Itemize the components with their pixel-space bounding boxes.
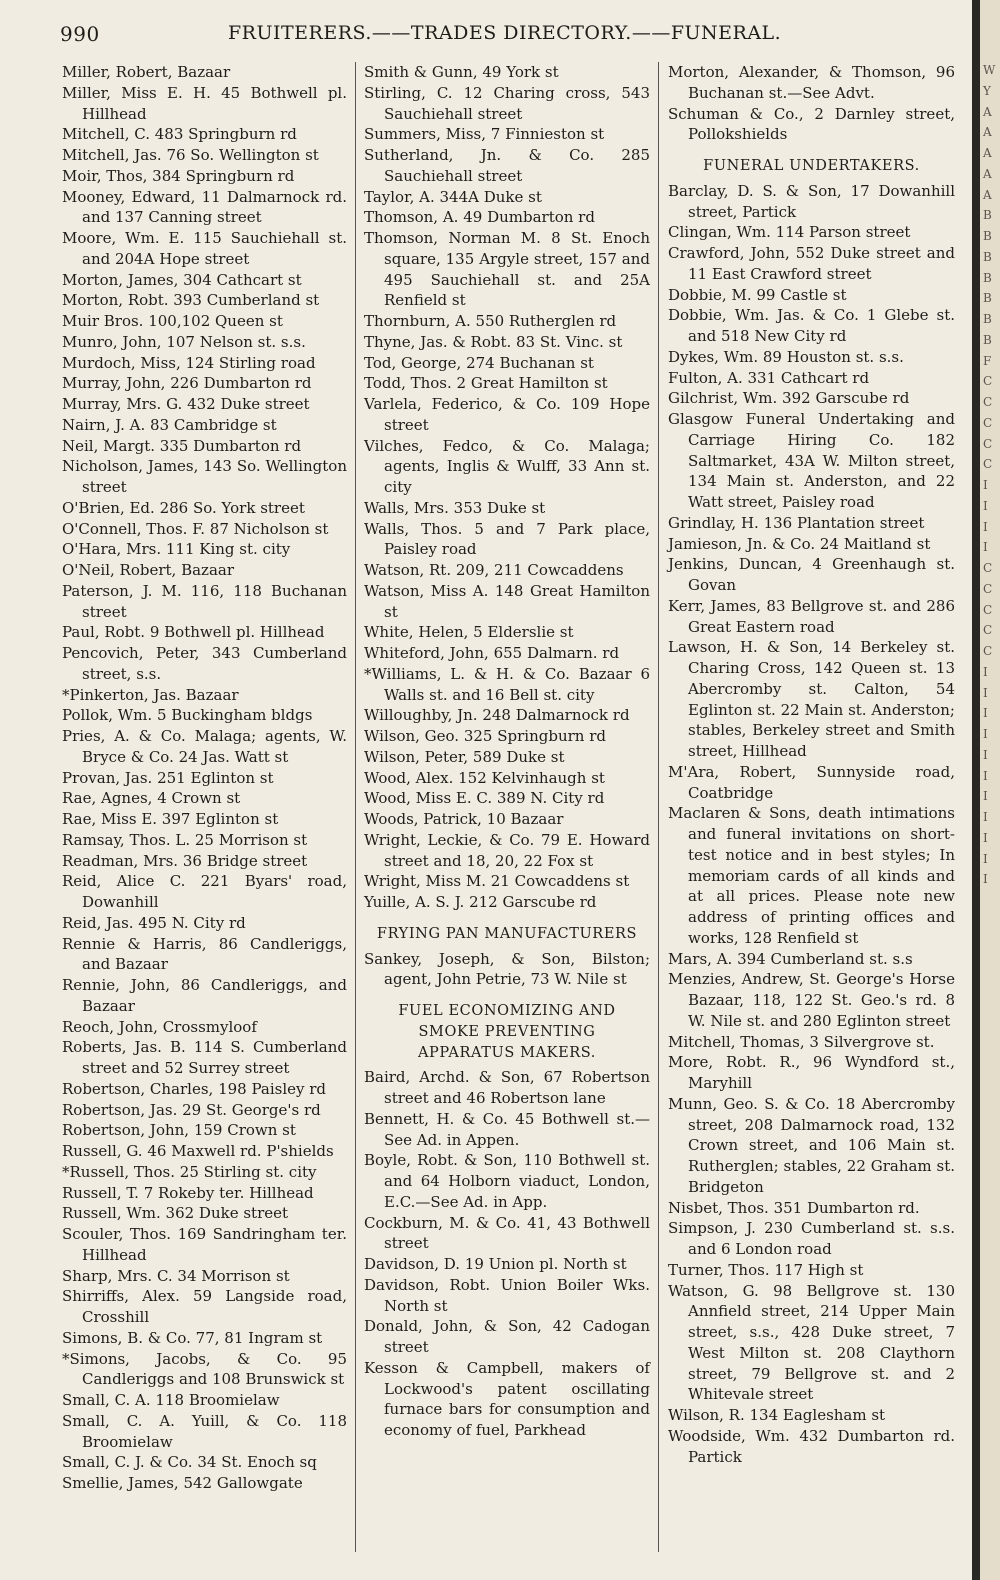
- margin-fragment: B: [983, 332, 992, 347]
- directory-entry: Wood, Alex. 152 Kelvinhaugh st: [364, 768, 605, 787]
- directory-entry: Davidson, D. 19 Union pl. North st: [364, 1255, 627, 1273]
- directory-entry: Readman, Mrs. 36 Bridge street: [62, 851, 308, 870]
- margin-fragment: F: [983, 353, 992, 368]
- margin-fragment: C: [983, 581, 993, 596]
- margin-fragment: C: [983, 457, 993, 472]
- directory-entry: Kesson & Campbell, makers of Lockwood's patent oscillating furnace bars for consumption and economy of fuel, Parkhead: [364, 1358, 650, 1439]
- directory-entry: Kerr, James, 83 Bellgrove st. and 286 Great Eastern road: [668, 596, 955, 636]
- margin-fragment: B: [983, 270, 992, 285]
- directory-entry: Donald, John, & Son, 42 Cadogan street: [364, 1317, 650, 1356]
- margin-fragment: I: [983, 664, 988, 679]
- directory-entry: Wright, Leckie, & Co. 79 E. Howard street and 18, 20, 22 Fox st: [364, 830, 650, 870]
- directory-entry: Nicholson, James, 143 So. Wellington street: [62, 457, 347, 496]
- directory-entry: Mitchell, C. 483 Springburn rd: [62, 125, 297, 144]
- margin-fragment: C: [983, 395, 993, 409]
- book-gutter: [972, 0, 980, 1580]
- directory-entry: Robertson, Jas. 29 St. George's rd: [62, 1100, 321, 1119]
- directory-entry: Morton, Robt. 393 Cumberland st: [62, 291, 320, 310]
- directory-entry: Sutherland, Jn. & Co. 285 Sauchiehall street: [364, 146, 650, 185]
- margin-fragment: I: [983, 540, 988, 555]
- column-divider: [658, 62, 659, 1552]
- column-divider: [355, 62, 356, 1552]
- directory-entry: Vilches, Fedco, & Co. Malaga; agents, Inglis & Wulff, 33 Ann st. city: [364, 436, 650, 496]
- directory-entry: White, Helen, 5 Elderslie st: [364, 623, 574, 642]
- directory-entry: Thyne, Jas. & Robt. 83 St. Vinc. st: [364, 332, 623, 351]
- directory-entry: Mitchell, Jas. 76 So. Wellington st: [62, 146, 319, 164]
- directory-entry: Rennie & Harris, 86 Candleriggs, and Bazaar: [62, 934, 347, 974]
- directory-entry: Thomson, A. 49 Dumbarton rd: [364, 208, 595, 227]
- directory-entry: Watson, G. 98 Bellgrove st. 130 Annfield street, 214 Upper Main street, s.s., 428 Duke street, 7 West Milton st. 208 Claythorn street, 79 Bellgrove st. and 2 Whitevale street: [668, 1281, 955, 1404]
- margin-fragment: C: [983, 415, 993, 430]
- margin-fragment: C: [983, 561, 993, 575]
- directory-entry: Sharp, Mrs. C. 34 Morrison st: [62, 1266, 290, 1285]
- section-heading: FUNERAL UNDERTAKERS.: [703, 158, 920, 174]
- directory-entry: Cockburn, M. & Co. 41, 43 Bothwell street: [364, 1213, 650, 1253]
- directory-entry: Morton, Alexander, & Thomson, 96 Buchanan st.—See Advt.: [668, 63, 955, 102]
- directory-entry: Small, C. A. 118 Broomielaw: [62, 1391, 280, 1409]
- directory-entry: Miller, Miss E. H. 45 Bothwell pl. Hillhead: [62, 83, 347, 123]
- column-1: [62, 62, 347, 1494]
- margin-fragment: I: [983, 498, 988, 513]
- directory-entry: Jamieson, Jn. & Co. 24 Maitland st: [668, 534, 931, 553]
- directory-entry: Paterson, J. M. 116, 118 Buchanan street: [62, 581, 347, 621]
- directory-entry: Moir, Thos, 384 Springburn rd: [62, 166, 295, 185]
- directory-entry: Rae, Miss E. 397 Eglinton st: [62, 810, 279, 828]
- directory-entry: Schuman & Co., 2 Darnley street, Pollokshields: [668, 104, 955, 144]
- directory-entry: More, Robt. R., 96 Wyndford st., Maryhill: [668, 1053, 955, 1092]
- margin-fragment: A: [983, 146, 992, 160]
- directory-entry: Pollok, Wm. 5 Buckingham bldgs: [62, 706, 313, 725]
- directory-entry: Glasgow Funeral Undertaking and Carriage Hiring Co. 182 Saltmarket, 43A W. Milton street, 134 Main st. Anderston, and 22 Watt street, Paisley road: [668, 410, 955, 511]
- directory-entry: Simons, B. & Co. 77, 81 Ingram st: [62, 1328, 323, 1347]
- margin-fragment: A: [983, 166, 992, 181]
- directory-entry: Gilchrist, Wm. 392 Garscube rd: [668, 389, 910, 408]
- directory-entry: Mooney, Edward, 11 Dalmarnock rd. and 137 Canning street: [62, 187, 347, 227]
- directory-entry: Wilson, Geo. 325 Springburn rd: [364, 727, 606, 745]
- directory-entry: Dobbie, Wm. Jas. & Co. 1 Glebe st. and 518 New City rd: [668, 306, 955, 345]
- margin-fragment: B: [983, 291, 992, 306]
- margin-fragment: C: [983, 436, 993, 451]
- directory-entry: Munro, John, 107 Nelson st. s.s.: [62, 332, 306, 351]
- directory-entry: O'Hara, Mrs. 111 King st. city: [62, 540, 291, 559]
- directory-entry: Barclay, D. S. & Son, 17 Dowanhill street, Partick: [668, 181, 955, 221]
- margin-fragment: I: [983, 747, 988, 762]
- margin-fragment: Y: [983, 83, 991, 98]
- directory-entry: Wilson, Peter, 589 Duke st: [364, 747, 565, 766]
- directory-entry: Paul, Robt. 9 Bothwell pl. Hillhead: [62, 623, 325, 642]
- directory-entry: Robertson, John, 159 Crown st: [62, 1121, 296, 1140]
- directory-entry: Shirriffs, Alex. 59 Langside road, Crosshill: [62, 1287, 347, 1326]
- directory-entry: Russell, G. 46 Maxwell rd. P'shields: [62, 1142, 334, 1160]
- directory-entry: Provan, Jas. 251 Eglinton st: [62, 768, 274, 787]
- directory-entry: Woods, Patrick, 10 Bazaar: [364, 810, 564, 828]
- directory-entry: Clingan, Wm. 114 Parson street: [668, 223, 911, 242]
- directory-entry: Mars, A. 394 Cumberland st. s.s: [668, 949, 913, 968]
- directory-entry: Taylor, A. 344A Duke st: [364, 187, 542, 206]
- directory-entry: Small, C. J. & Co. 34 St. Enoch sq: [62, 1453, 317, 1472]
- directory-entry: Pencovich, Peter, 343 Cumberland street, s.s.: [62, 644, 347, 683]
- directory-entry: O'Neil, Robert, Bazaar: [62, 561, 235, 579]
- directory-entry: Murray, John, 226 Dumbarton rd: [62, 374, 312, 393]
- directory-entry: M'Ara, Robert, Sunnyside road, Coatbridge: [668, 762, 955, 802]
- directory-entry: Reid, Alice C. 221 Byars' road, Dowanhill: [62, 872, 347, 911]
- directory-entry: Yuille, A. S. J. 212 Garscube rd: [364, 893, 597, 911]
- directory-entry: Menzies, Andrew, St. George's Horse Bazaar, 118, 122 St. Geo.'s rd. 8 W. Nile st. and 280 Eglinton street: [668, 970, 955, 1030]
- margin-fragment: A: [983, 187, 992, 202]
- directory-entry: Whiteford, John, 655 Dalmarn. rd: [364, 644, 620, 662]
- margin-fragment: I: [983, 706, 988, 721]
- directory-entry: Wood, Miss E. C. 389 N. City rd: [364, 789, 605, 808]
- directory-entry: Davidson, Robt. Union Boiler Wks. North st: [364, 1275, 650, 1315]
- directory-entry: Wright, Miss M. 21 Cowcaddens st: [364, 872, 630, 891]
- directory-entry: Moore, Wm. E. 115 Sauchiehall st. and 204A Hope street: [62, 229, 347, 268]
- margin-fragment: I: [983, 872, 988, 887]
- directory-entry: Neil, Margt. 335 Dumbarton rd: [62, 436, 302, 455]
- directory-entry: Nisbet, Thos. 351 Dumbarton rd.: [668, 1198, 920, 1217]
- directory-entry: Jenkins, Duncan, 4 Greenhaugh st. Govan: [668, 555, 955, 594]
- directory-entry: *Williams, L. & H. & Co. Bazaar 6 Walls st. and 16 Bell st. city: [364, 664, 650, 704]
- directory-entry: Boyle, Robt. & Son, 110 Bothwell st. and 64 Holborn viaduct, London, E.C.—See Ad. in App.: [364, 1151, 650, 1211]
- directory-entry: *Simons, Jacobs, & Co. 95 Candleriggs and 108 Brunswick st: [62, 1349, 347, 1389]
- directory-entry: Munn, Geo. S. & Co. 18 Abercromby street, 208 Dalmarnock road, 132 Crown street, and 106 Main st. Rutherglen; stables, 22 Graham st. Bridgeton: [668, 1094, 955, 1196]
- directory-entry: Morton, James, 304 Cathcart st: [62, 270, 302, 289]
- margin-fragment: B: [983, 229, 992, 243]
- margin-fragment: A: [983, 104, 992, 119]
- margin-fragment: I: [983, 685, 988, 700]
- margin-fragment: C: [983, 602, 993, 617]
- directory-entry: Wilson, R. 134 Eaglesham st: [668, 1406, 886, 1424]
- directory-entry: Watson, Rt. 209, 211 Cowcaddens: [364, 561, 624, 579]
- column-3: [668, 62, 955, 1467]
- directory-entry: Dykes, Wm. 89 Houston st. s.s.: [668, 347, 904, 366]
- directory-entry: *Russell, Thos. 25 Stirling st. city: [62, 1162, 317, 1181]
- directory-entry: Stirling, C. 12 Charing cross, 543 Sauchiehall street: [364, 83, 650, 123]
- directory-entry: Murray, Mrs. G. 432 Duke street: [62, 395, 310, 413]
- column-2: [364, 62, 650, 1441]
- margin-fragment: A: [983, 125, 992, 140]
- margin-fragment: B: [983, 312, 992, 326]
- margin-fragment: I: [983, 478, 988, 492]
- page-header: [60, 20, 960, 48]
- margin-fragment: C: [983, 623, 993, 638]
- margin-fragment: I: [983, 519, 988, 534]
- directory-entry: Fulton, A. 331 Cathcart rd: [668, 368, 870, 387]
- directory-entry: Thomson, Norman M. 8 St. Enoch square, 135 Argyle street, 157 and 495 Sauchiehall st. and 25A Renfield st: [364, 229, 650, 310]
- directory-entry: Smith & Gunn, 49 York st: [364, 63, 559, 81]
- directory-entry: Lawson, H. & Son, 14 Berkeley st. Charing Cross, 142 Queen st. 13 Abercromby st. Calton, 54 Eglinton st. 22 Main st. Anderston; stables, Berkeley street and Smith street, Hillhead: [668, 638, 955, 760]
- directory-entry: Bennett, H. & Co. 45 Bothwell st.—See Ad. in Appen.: [364, 1109, 650, 1149]
- margin-fragment: I: [983, 810, 988, 824]
- directory-entry: Dobbie, M. 99 Castle st: [668, 285, 847, 304]
- page-number: 990: [60, 22, 100, 46]
- directory-entry: Summers, Miss, 7 Finnieston st: [364, 125, 605, 144]
- margin-fragment: I: [983, 727, 988, 741]
- directory-entry: Watson, Miss A. 148 Great Hamilton st: [364, 581, 650, 621]
- directory-entry: *Pinkerton, Jas. Bazaar: [62, 685, 239, 704]
- directory-entry: Reoch, John, Crossmyloof: [62, 1017, 257, 1036]
- directory-entry: Thornburn, A. 550 Rutherglen rd: [364, 312, 617, 330]
- margin-fragment: C: [983, 374, 993, 389]
- directory-entry: Roberts, Jas. B. 114 S. Cumberland street and 52 Surrey street: [62, 1038, 347, 1077]
- directory-entry: Turner, Thos. 117 High st: [668, 1260, 864, 1279]
- margin-fragment: I: [983, 768, 988, 783]
- directory-entry: O'Brien, Ed. 286 So. York street: [62, 498, 305, 517]
- margin-fragment: B: [983, 249, 992, 264]
- directory-entry: Crawford, John, 552 Duke street and 11 East Crawford street: [668, 244, 955, 283]
- directory-entry: Mitchell, Thomas, 3 Silvergrove st.: [668, 1032, 935, 1051]
- margin-fragment: C: [983, 644, 993, 658]
- directory-entry: Walls, Mrs. 353 Duke st: [364, 498, 546, 517]
- directory-entry: Willoughby, Jn. 248 Dalmarnock rd: [364, 706, 630, 725]
- directory-entry: Small, C. A. Yuill, & Co. 118 Broomielaw: [62, 1411, 347, 1451]
- directory-entry: Murdoch, Miss, 124 Stirling road: [62, 353, 316, 372]
- directory-entry: Reid, Jas. 495 N. City rd: [62, 913, 246, 932]
- directory-entry: Miller, Robert, Bazaar: [62, 63, 231, 81]
- directory-entry: Rennie, John, 86 Candleriggs, and Bazaar: [62, 976, 347, 1015]
- directory-entry: Russell, Wm. 362 Duke street: [62, 1204, 289, 1223]
- margin-fragment: I: [983, 830, 988, 845]
- margin-fragment: W: [983, 63, 996, 77]
- directory-entry: Todd, Thos. 2 Great Hamilton st: [364, 374, 608, 393]
- directory-entry: Pries, A. & Co. Malaga; agents, W. Bryce & Co. 24 Jas. Watt st: [62, 727, 347, 766]
- directory-entry: Grindlay, H. 136 Plantation street: [668, 513, 925, 532]
- directory-entry: Russell, T. 7 Rokeby ter. Hillhead: [62, 1183, 314, 1202]
- directory-entry: Nairn, J. A. 83 Cambridge st: [62, 415, 277, 434]
- adjacent-page-fragments: [983, 60, 995, 890]
- directory-entry: Walls, Thos. 5 and 7 Park place, Paisley road: [364, 519, 650, 559]
- directory-entry: Maclaren & Sons, death intimations and funeral invitations on short-test notice and in best styles; In memoriam cards of all kinds and at all prices. Please note new address of printing offices and works, 128 Renfield st: [668, 804, 955, 947]
- directory-entry: Rae, Agnes, 4 Crown st: [62, 789, 241, 808]
- margin-fragment: B: [983, 208, 992, 223]
- directory-entry: Tod, George, 274 Buchanan st: [364, 353, 594, 372]
- section-heading: FRYING PAN MANUFACTURERS: [376, 925, 638, 942]
- directory-entry: Woodside, Wm. 432 Dumbarton rd. Partick: [668, 1426, 955, 1466]
- directory-entry: O'Connell, Thos. F. 87 Nicholson st: [62, 519, 329, 538]
- directory-entry: Smellie, James, 542 Gallowgate: [62, 1474, 303, 1492]
- directory-entry: Robertson, Charles, 198 Paisley rd: [62, 1079, 327, 1098]
- margin-fragment: I: [983, 789, 988, 804]
- directory-entry: Baird, Archd. & Son, 67 Robertson street and 46 Robertson lane: [364, 1068, 650, 1107]
- directory-entry: Simpson, J. 230 Cumberland st. s.s. and 6 London road: [668, 1219, 955, 1258]
- directory-entry: Sankey, Joseph, & Son, Bilston; agent, John Petrie, 73 W. Nile st: [364, 949, 650, 989]
- directory-entry: Varlela, Federico, & Co. 109 Hope street: [364, 395, 650, 434]
- directory-entry: Muir Bros. 100,102 Queen st: [62, 312, 283, 330]
- directory-entry: Scouler, Thos. 169 Sandringham ter. Hillhead: [62, 1225, 347, 1264]
- running-title: FRUITERERS.——TRADES DIRECTORY.——FUNERAL.: [228, 22, 782, 44]
- directory-entry: Ramsay, Thos. L. 25 Morrison st: [62, 830, 308, 849]
- section-heading: FUEL ECONOMIZING AND SMOKE PREVENTING APPARATUS MAKERS.: [398, 1003, 616, 1061]
- margin-fragment: I: [983, 851, 988, 866]
